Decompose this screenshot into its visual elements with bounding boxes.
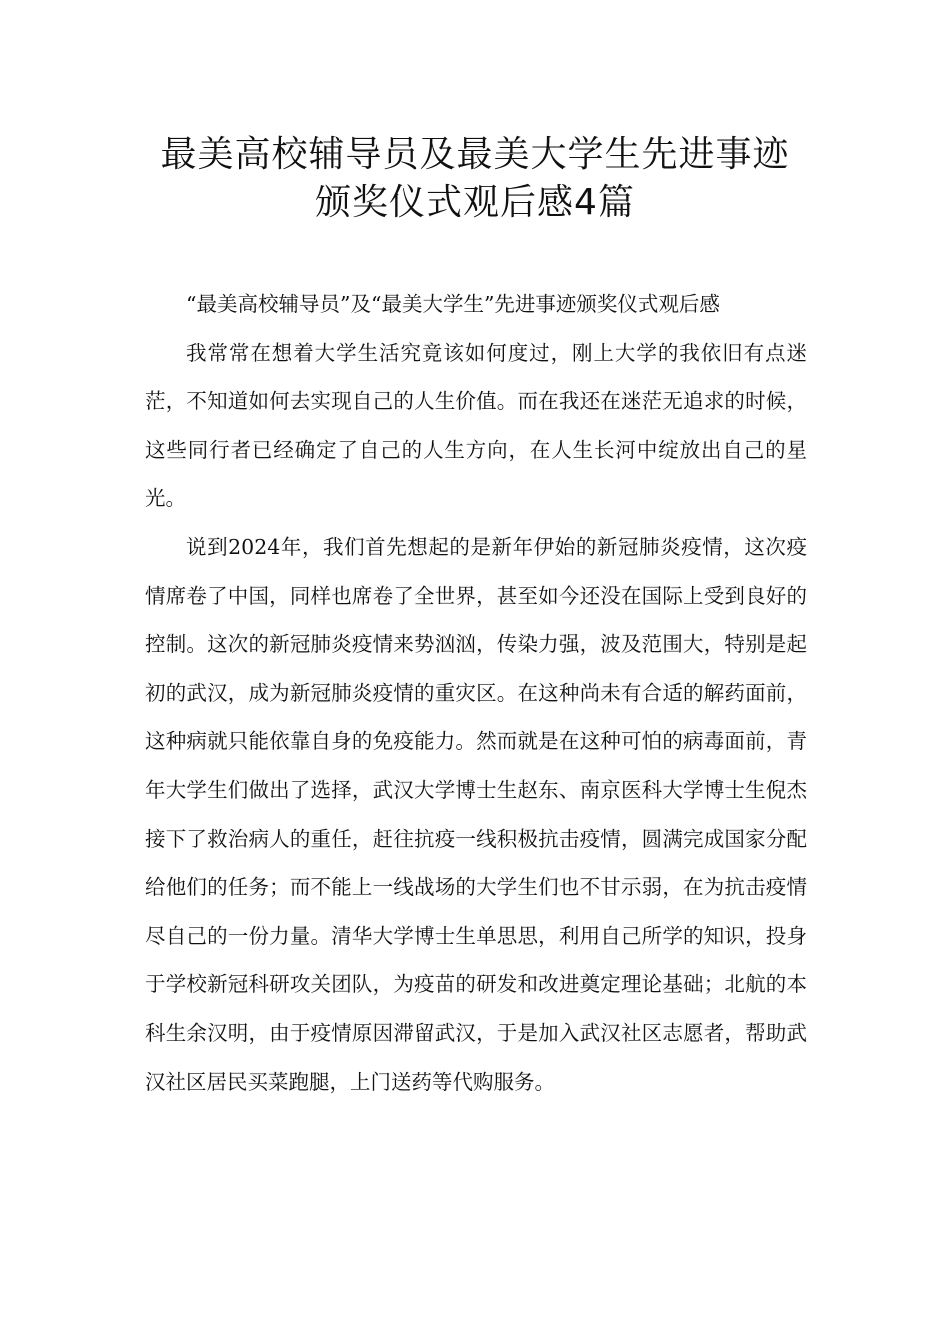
paragraph-2: 说到2024年，我们首先想起的是新年伊始的新冠肺炎疫情，这次疫情席卷了中国，同样也席卷了全世界，甚至如今还没在国际上受到良好的控制。这次的新冠肺炎疫情来势汹汹，传染力强，波及范围大，特别是起初的武汉，成为新冠肺炎疫情的重灾区。在这种尚未有合适的解药面前，这种病就只能依靠自身的免疫能力。然而就是在这种可怕的病毒面前，青年大学生们做出了选择，武汉大学博士生赵东、南京医科大学博士生倪杰接下了救治病人的重任，赶往抗疫一线积极抗击疫情，圆满完成国家分配给他们的任务；而不能上一线战场的大学生们也不甘示弱，在为抗击疫情尽自己的一份力量。清华大学博士生单思思，利用自己所学的知识，投身于学校新冠科研攻关团队，为疫苗的研发和改进奠定理论基础；北航的本科生余汉明，由于疫情原因滞留武汉，于是加入武汉社区志愿者，帮助武汉社区居民买菜跑腿，上门送药等代购服务。 <box>145 534 807 1094</box>
document-body <box>145 280 807 1106</box>
paragraph-heading: “最美高校辅导员”及“最美大学生”先进事迹颁奖仪式观后感 <box>186 292 720 316</box>
paragraph-1: 我常常在想着大学生活究竟该如何度过，刚上大学的我依旧有点迷茫，不知道如何去实现自己的人生价值。而在我还在迷茫无追求的时候，这些同行者已经确定了自己的人生方向，在人生长河中绽放出自己的星光。 <box>145 340 807 511</box>
document-title-line-2: 颁奖仪式观后感4篇 <box>315 182 635 223</box>
document-title-line-1: 最美高校辅导员及最美大学生先进事迹 <box>160 134 790 175</box>
